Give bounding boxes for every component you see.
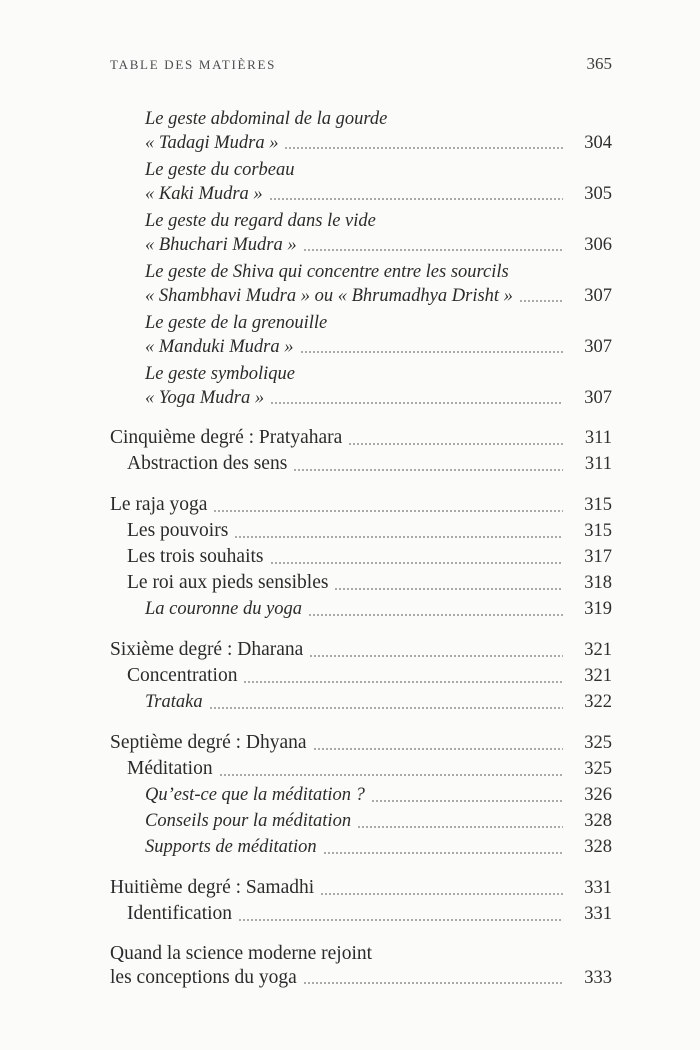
toc-entry — [110, 570, 612, 596]
toc-entry-row — [110, 492, 612, 518]
toc-entry-row — [145, 284, 612, 308]
dot-leader — [294, 469, 563, 471]
toc-entry-page-number: 307 — [584, 286, 612, 306]
toc-entry-line1: Le geste du regard dans le vide — [145, 211, 376, 231]
toc-entry-page-number: 326 — [584, 785, 612, 805]
dot-leader — [220, 774, 563, 776]
toc-entry-title: Huitième degré : Samadhi — [110, 877, 315, 898]
toc-entry — [110, 492, 612, 518]
dot-leader — [304, 249, 563, 251]
toc-entry-line1: Le geste du corbeau — [145, 160, 295, 180]
dot-leader — [304, 982, 563, 984]
toc-entry — [110, 782, 612, 808]
toc-entry-page-number: 319 — [584, 599, 612, 619]
toc-entry-title: Le raja yoga — [110, 494, 208, 515]
toc-entry-title: Cinquième degré : Pratyahara — [110, 427, 343, 448]
toc-entry-row — [110, 730, 612, 756]
toc-entry-row — [145, 808, 612, 834]
toc-entry-page-number: 331 — [584, 878, 612, 898]
toc-entry-row — [145, 182, 612, 206]
dot-leader — [239, 919, 563, 921]
toc-entry-line1: Le geste symbolique — [145, 364, 296, 384]
toc-entry-page-number: 321 — [584, 666, 612, 686]
toc-entry-page-number: 322 — [584, 692, 612, 712]
toc-entry-title: Abstraction des sens — [127, 453, 288, 474]
toc-entry-row — [110, 875, 612, 901]
toc-entry-row — [127, 756, 612, 782]
toc-entry-page-number: 325 — [584, 733, 612, 753]
toc-entry-row — [145, 386, 612, 410]
toc-entry-row — [127, 518, 612, 544]
toc-entry — [110, 730, 612, 756]
toc-entry — [110, 875, 612, 901]
toc-entry-page-number: 328 — [584, 837, 612, 857]
dot-leader — [335, 588, 563, 590]
toc-entry-line2: « Manduki Mudra » — [145, 337, 294, 357]
dot-leader — [301, 351, 564, 353]
toc-entry-page-number: 325 — [584, 759, 612, 779]
toc-entry-title: Supports de méditation — [145, 837, 317, 857]
toc-entry-page-number: 315 — [584, 495, 612, 515]
toc-entry-page-number: 315 — [584, 521, 612, 541]
toc-entry-row — [110, 966, 612, 990]
toc-entry — [110, 689, 612, 715]
dot-leader — [244, 681, 563, 683]
toc-entry-row — [145, 782, 612, 808]
toc-entry-title: Concentration — [127, 665, 238, 686]
toc-entry-page-number: 317 — [584, 547, 612, 567]
toc-entry-line2: « Yoga Mudra » — [145, 388, 265, 408]
toc-entry-title: Sixième degré : Dharana — [110, 639, 304, 660]
toc-entry-line2: « Kaki Mudra » — [145, 184, 263, 204]
toc-entry — [110, 756, 612, 782]
toc-entry-title: Qu’est-ce que la méditation ? — [145, 785, 365, 805]
toc-entry-line2: « Tadagi Mudra » — [145, 133, 279, 153]
page-header — [0, 0, 700, 74]
toc-entry — [110, 901, 612, 927]
dot-leader — [214, 510, 563, 512]
toc-entry-title: Méditation — [127, 758, 213, 779]
dot-leader — [235, 536, 563, 538]
dot-leader — [358, 826, 563, 828]
dot-leader — [520, 300, 563, 302]
toc-entry — [110, 425, 612, 451]
toc-entry-row — [145, 834, 612, 860]
toc-entry — [110, 107, 612, 155]
toc-entry-line2: les conceptions du yoga — [110, 967, 297, 988]
toc-entry-title: Conseils pour la méditation — [145, 811, 352, 831]
toc-entry-line1: Le geste de la grenouille — [145, 313, 328, 333]
toc-entry-row — [145, 689, 612, 715]
toc-entry-row — [145, 596, 612, 622]
toc-entry-page-number: 318 — [584, 573, 612, 593]
toc-entry — [110, 544, 612, 570]
toc-entry-row — [110, 425, 612, 451]
toc-entry-title: Identification — [127, 903, 233, 924]
toc-entry-page-number: 311 — [584, 454, 612, 474]
toc-entry — [110, 158, 612, 206]
folio-page-number: 365 — [586, 54, 612, 73]
dot-leader — [309, 614, 563, 616]
toc-entry-page-number: 305 — [584, 184, 612, 204]
toc-entry — [110, 311, 612, 359]
toc-entry-page-number: 328 — [584, 811, 612, 831]
toc-entry-page-number: 333 — [584, 968, 612, 988]
toc-entry-page-number: 331 — [584, 904, 612, 924]
dot-leader — [271, 562, 564, 564]
toc-entry-row — [145, 131, 612, 155]
dot-leader — [210, 707, 563, 709]
toc-entry-row — [127, 901, 612, 927]
toc-entry — [110, 596, 612, 622]
dot-leader — [372, 800, 563, 802]
toc-entry — [110, 834, 612, 860]
toc-entry-title: Trataka — [145, 692, 203, 712]
toc-entry-row — [127, 570, 612, 596]
dot-leader — [285, 147, 563, 149]
toc-entry-row — [127, 451, 612, 477]
toc-entry-page-number: 311 — [584, 428, 612, 448]
toc-entry-title: Les trois souhaits — [127, 546, 264, 567]
toc-entry-row — [127, 544, 612, 570]
toc-entry-page-number: 306 — [584, 235, 612, 255]
toc-entry-line2: « Shambhavi Mudra » ou « Bhrumadhya Drisht » — [145, 286, 513, 306]
toc-entry — [110, 942, 612, 990]
dot-leader — [314, 748, 563, 750]
toc-entry — [110, 518, 612, 544]
dot-leader — [321, 893, 563, 895]
toc-entry-line2: « Bhuchari Mudra » — [145, 235, 297, 255]
toc-entry-row — [110, 637, 612, 663]
dot-leader — [310, 655, 563, 657]
dot-leader — [349, 443, 563, 445]
toc-entry — [110, 637, 612, 663]
toc-entry-title: Le roi aux pieds sensibles — [127, 572, 329, 593]
toc-entry — [110, 808, 612, 834]
toc-entry-row — [127, 663, 612, 689]
dot-leader — [270, 198, 563, 200]
toc-entry-title: Les pouvoirs — [127, 520, 229, 541]
table-of-contents — [110, 107, 612, 990]
dot-leader — [324, 852, 563, 854]
toc-entry-line1: Le geste de Shiva qui concentre entre les sourcils — [145, 262, 509, 282]
toc-entry — [110, 451, 612, 477]
toc-entry-row — [145, 335, 612, 359]
toc-entry-page-number: 321 — [584, 640, 612, 660]
page-title: TABLE DES MATIÈRES — [110, 57, 277, 72]
toc-entry — [110, 209, 612, 257]
toc-entry-line1: Quand la science moderne rejoint — [110, 943, 373, 964]
toc-entry-page-number: 304 — [584, 133, 612, 153]
toc-entry-title: La couronne du yoga — [145, 599, 303, 619]
toc-entry-page-number: 307 — [584, 388, 612, 408]
toc-entry-page-number: 307 — [584, 337, 612, 357]
toc-entry — [110, 260, 612, 308]
toc-entry — [110, 362, 612, 410]
toc-entry-line1: Le geste abdominal de la gourde — [145, 109, 388, 129]
toc-entry-title: Septième degré : Dhyana — [110, 732, 307, 753]
dot-leader — [271, 402, 563, 404]
toc-entry — [110, 663, 612, 689]
toc-entry-row — [145, 233, 612, 257]
